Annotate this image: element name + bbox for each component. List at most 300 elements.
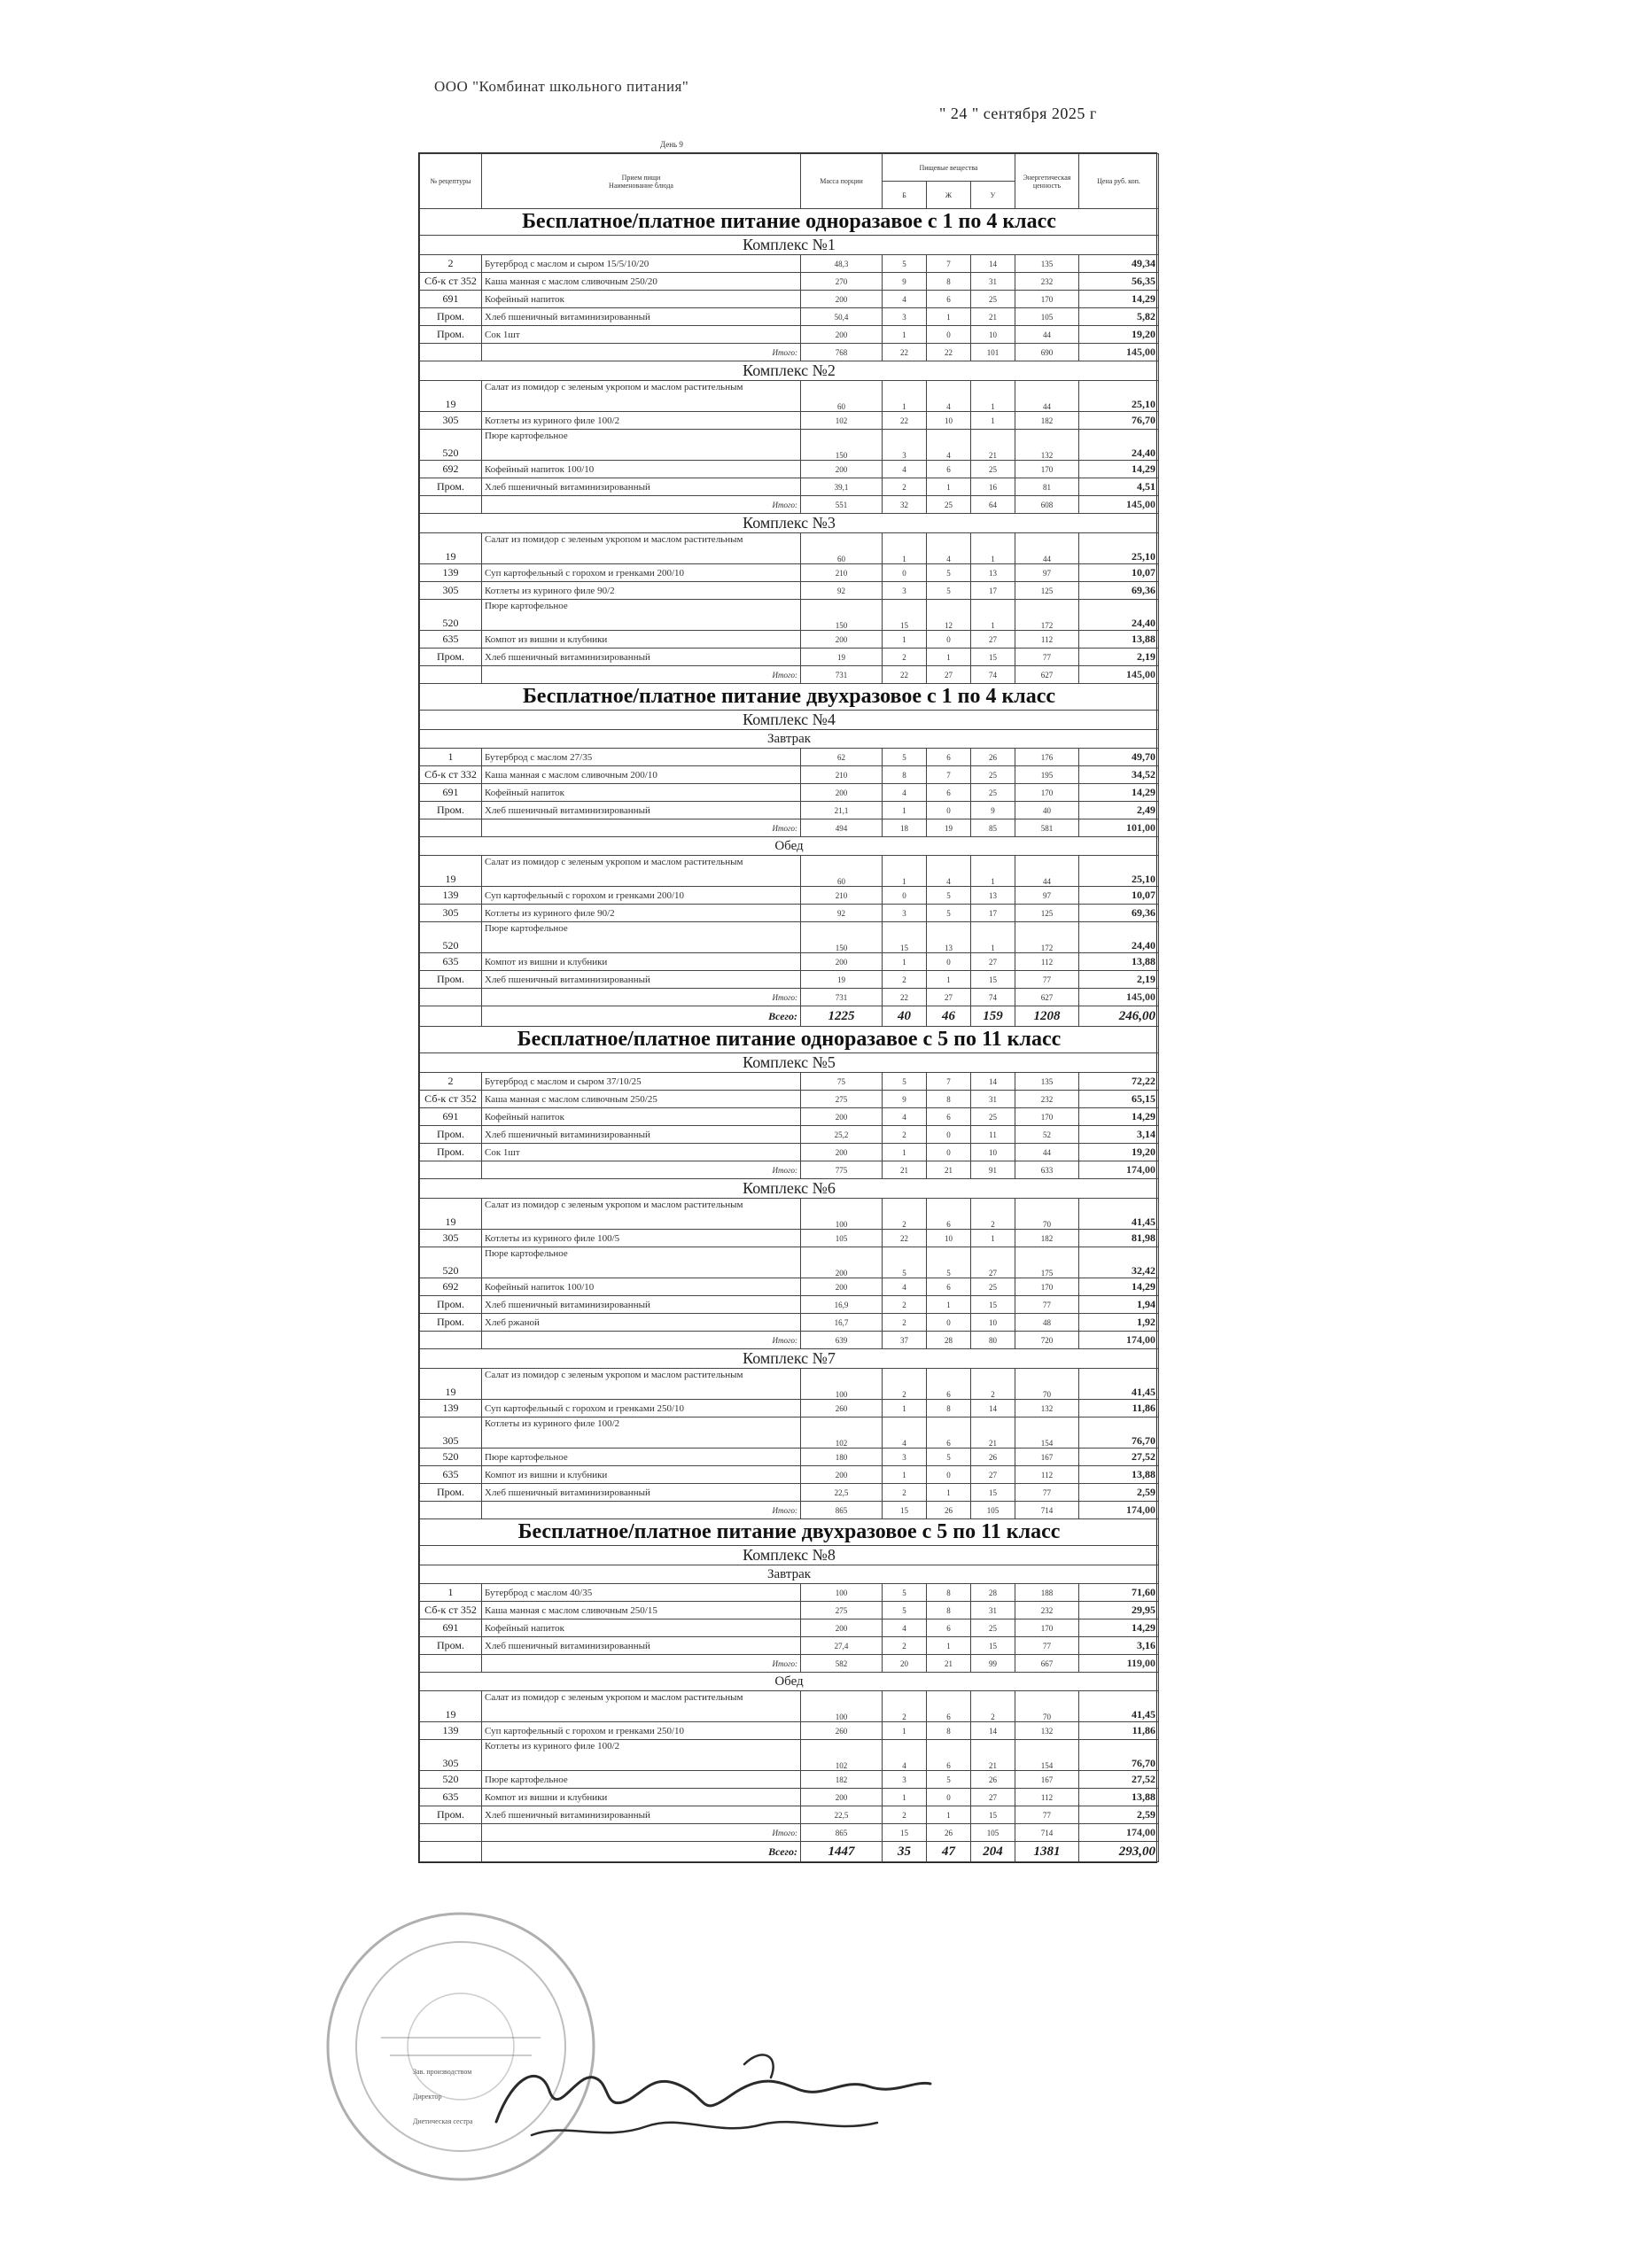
dish-row bbox=[420, 273, 1159, 291]
dish-name: Хлеб пшеничный витаминизированный bbox=[485, 1809, 650, 1821]
complex-title-row bbox=[420, 711, 1159, 730]
carbs-value: 2 bbox=[971, 1199, 1015, 1230]
dish-name: Салат из помидор с зеленым укропом и маслом растительным bbox=[485, 1692, 743, 1703]
subtotal-label: Итого: bbox=[482, 1824, 801, 1842]
subtotal-price: 145,00 bbox=[1079, 344, 1159, 361]
dish-name-cell bbox=[482, 802, 801, 819]
fat-value: 6 bbox=[927, 749, 971, 766]
energy-value: 40 bbox=[1015, 802, 1079, 819]
protein-value: 3 bbox=[883, 308, 927, 326]
energy-value: 97 bbox=[1015, 887, 1079, 905]
protein-value: 2 bbox=[883, 1691, 927, 1722]
dish-name-cell bbox=[482, 1400, 801, 1418]
dish-name: Хлеб пшеничный витаминизированный bbox=[485, 1640, 650, 1651]
portion-mass: 275 bbox=[801, 1602, 883, 1619]
fat-value: 10 bbox=[927, 412, 971, 430]
subtotal-price: 145,00 bbox=[1079, 496, 1159, 514]
subtotal-row bbox=[420, 1332, 1159, 1349]
energy-value: 125 bbox=[1015, 582, 1079, 600]
protein-value: 1 bbox=[883, 856, 927, 887]
meal-title-row bbox=[420, 730, 1159, 749]
carbs-value: 1 bbox=[971, 856, 1015, 887]
carbs-value: 14 bbox=[971, 1400, 1015, 1418]
subtotal-carbs: 85 bbox=[971, 819, 1015, 837]
price-value: 41,45 bbox=[1079, 1199, 1159, 1230]
grand-total-energy: 1208 bbox=[1015, 1006, 1079, 1027]
price-value: 25,10 bbox=[1079, 381, 1159, 412]
dish-row bbox=[420, 430, 1159, 461]
dish-name: Кофейный напиток bbox=[485, 293, 565, 305]
dish-name-cell bbox=[482, 784, 801, 802]
recipe-number: 1 bbox=[420, 1584, 482, 1602]
dish-row bbox=[420, 255, 1159, 273]
portion-mass: 210 bbox=[801, 887, 883, 905]
protein-value: 3 bbox=[883, 430, 927, 461]
complex-title: Комплекс №5 bbox=[420, 1053, 1159, 1073]
fat-value: 0 bbox=[927, 1314, 971, 1332]
dish-name-cell bbox=[482, 1247, 801, 1278]
portion-mass: 25,2 bbox=[801, 1126, 883, 1144]
col-protein-header: Б bbox=[883, 182, 927, 209]
dish-name-cell bbox=[482, 564, 801, 582]
grand-total-price: 246,00 bbox=[1079, 1006, 1159, 1027]
portion-mass: 200 bbox=[801, 1108, 883, 1126]
col-nutrients-header: Пищевые вещества bbox=[883, 154, 1015, 182]
dish-name: Котлеты из куриного филе 100/2 bbox=[485, 1741, 620, 1751]
complex-title-row bbox=[420, 236, 1159, 255]
portion-mass: 200 bbox=[801, 1278, 883, 1296]
dish-row bbox=[420, 971, 1159, 989]
dish-name-cell bbox=[482, 905, 801, 922]
dish-name: Сок 1шт bbox=[485, 1146, 520, 1158]
carbs-value: 27 bbox=[971, 631, 1015, 649]
recipe-number: 520 bbox=[420, 430, 482, 461]
price-value: 34,52 bbox=[1079, 766, 1159, 784]
subtotal-price: 145,00 bbox=[1079, 989, 1159, 1006]
price-value: 69,36 bbox=[1079, 905, 1159, 922]
protein-value: 2 bbox=[883, 1637, 927, 1655]
dish-row bbox=[420, 1126, 1159, 1144]
subtotal-energy: 667 bbox=[1015, 1655, 1079, 1673]
recipe-number: Пром. bbox=[420, 326, 482, 344]
meal-title-row bbox=[420, 1673, 1159, 1691]
recipe-number: Пром. bbox=[420, 1806, 482, 1824]
section-title: Бесплатное/платное питание одноразавое с 5 по 11 класс bbox=[420, 1027, 1159, 1053]
price-value: 27,52 bbox=[1079, 1449, 1159, 1466]
carbs-value: 14 bbox=[971, 1073, 1015, 1091]
fat-value: 4 bbox=[927, 381, 971, 412]
subtotal-fat: 27 bbox=[927, 666, 971, 684]
handwritten-signature-icon bbox=[478, 2038, 939, 2153]
protein-value: 4 bbox=[883, 1108, 927, 1126]
dish-name-cell bbox=[482, 1806, 801, 1824]
dish-row bbox=[420, 953, 1159, 971]
subtotal-protein: 22 bbox=[883, 989, 927, 1006]
dish-row bbox=[420, 784, 1159, 802]
recipe-number: 19 bbox=[420, 381, 482, 412]
subtotal-carbs: 105 bbox=[971, 1502, 1015, 1519]
recipe-number: 691 bbox=[420, 291, 482, 308]
subtotal-fat: 26 bbox=[927, 1824, 971, 1842]
fat-value: 0 bbox=[927, 1126, 971, 1144]
portion-mass: 102 bbox=[801, 1740, 883, 1771]
section-title: Бесплатное/платное питание двухразовое с 1 по 4 класс bbox=[420, 684, 1159, 711]
price-value: 13,88 bbox=[1079, 1466, 1159, 1484]
portion-mass: 62 bbox=[801, 749, 883, 766]
subtotal-mass: 639 bbox=[801, 1332, 883, 1349]
dish-name-cell bbox=[482, 649, 801, 666]
subtotal-energy: 627 bbox=[1015, 666, 1079, 684]
protein-value: 4 bbox=[883, 461, 927, 478]
carbs-value: 25 bbox=[971, 766, 1015, 784]
price-value: 13,88 bbox=[1079, 953, 1159, 971]
energy-value: 232 bbox=[1015, 1091, 1079, 1108]
dish-row bbox=[420, 1108, 1159, 1126]
portion-mass: 100 bbox=[801, 1584, 883, 1602]
complex-title-row bbox=[420, 361, 1159, 381]
carbs-value: 1 bbox=[971, 533, 1015, 564]
dish-name-cell bbox=[482, 1091, 801, 1108]
protein-value: 2 bbox=[883, 1806, 927, 1824]
energy-value: 232 bbox=[1015, 1602, 1079, 1619]
grand-total-carbs: 159 bbox=[971, 1006, 1015, 1027]
fat-value: 0 bbox=[927, 953, 971, 971]
dish-name-cell bbox=[482, 922, 801, 953]
price-value: 65,15 bbox=[1079, 1091, 1159, 1108]
complex-title-row bbox=[420, 1053, 1159, 1073]
subtotal-protein: 22 bbox=[883, 666, 927, 684]
protein-value: 1 bbox=[883, 953, 927, 971]
grand-total-blank bbox=[420, 1842, 482, 1862]
subtotal-mass: 551 bbox=[801, 496, 883, 514]
carbs-value: 27 bbox=[971, 1247, 1015, 1278]
recipe-number: 305 bbox=[420, 905, 482, 922]
subtotal-energy: 690 bbox=[1015, 344, 1079, 361]
energy-value: 77 bbox=[1015, 971, 1079, 989]
price-value: 4,51 bbox=[1079, 478, 1159, 496]
subtotal-mass: 494 bbox=[801, 819, 883, 837]
protein-value: 1 bbox=[883, 1789, 927, 1806]
fat-value: 1 bbox=[927, 1806, 971, 1824]
fat-value: 6 bbox=[927, 1740, 971, 1771]
fat-value: 6 bbox=[927, 1418, 971, 1449]
carbs-value: 1 bbox=[971, 381, 1015, 412]
dish-name-cell bbox=[482, 533, 801, 564]
dish-row bbox=[420, 1091, 1159, 1108]
energy-value: 44 bbox=[1015, 856, 1079, 887]
col-energy-header: Энергетическая ценность bbox=[1015, 154, 1079, 209]
subtotal-blank bbox=[420, 1161, 482, 1179]
portion-mass: 39,1 bbox=[801, 478, 883, 496]
energy-value: 44 bbox=[1015, 1144, 1079, 1161]
price-value: 49,34 bbox=[1079, 255, 1159, 273]
dish-name-cell bbox=[482, 1073, 801, 1091]
dish-name-cell bbox=[482, 1637, 801, 1655]
carbs-value: 26 bbox=[971, 1771, 1015, 1789]
carbs-value: 31 bbox=[971, 1602, 1015, 1619]
protein-value: 2 bbox=[883, 1199, 927, 1230]
energy-value: 77 bbox=[1015, 649, 1079, 666]
subtotal-fat: 19 bbox=[927, 819, 971, 837]
dish-name-cell bbox=[482, 273, 801, 291]
subtotal-fat: 27 bbox=[927, 989, 971, 1006]
recipe-number: 139 bbox=[420, 1400, 482, 1418]
dish-row bbox=[420, 1722, 1159, 1740]
energy-value: 77 bbox=[1015, 1484, 1079, 1502]
protein-value: 1 bbox=[883, 802, 927, 819]
energy-value: 135 bbox=[1015, 1073, 1079, 1091]
dish-row bbox=[420, 600, 1159, 631]
protein-value: 2 bbox=[883, 478, 927, 496]
meal-title: Обед bbox=[420, 837, 1159, 856]
portion-mass: 150 bbox=[801, 600, 883, 631]
grand-total-energy: 1381 bbox=[1015, 1842, 1079, 1862]
carbs-value: 13 bbox=[971, 564, 1015, 582]
subtotal-label: Итого: bbox=[482, 1655, 801, 1673]
dish-name: Компот из вишни и клубники bbox=[485, 633, 608, 645]
price-value: 27,52 bbox=[1079, 1771, 1159, 1789]
dish-name-cell bbox=[482, 1296, 801, 1314]
price-value: 10,07 bbox=[1079, 887, 1159, 905]
protein-value: 2 bbox=[883, 1296, 927, 1314]
subtotal-blank bbox=[420, 1824, 482, 1842]
grand-total-row bbox=[420, 1842, 1159, 1862]
portion-mass: 270 bbox=[801, 273, 883, 291]
carbs-value: 25 bbox=[971, 291, 1015, 308]
dish-name-cell bbox=[482, 1584, 801, 1602]
complex-title: Комплекс №8 bbox=[420, 1546, 1159, 1565]
dish-name-cell bbox=[482, 1230, 801, 1247]
carbs-value: 21 bbox=[971, 308, 1015, 326]
subtotal-label: Итого: bbox=[482, 1161, 801, 1179]
price-value: 2,49 bbox=[1079, 802, 1159, 819]
col-recipe-header: № рецептуры bbox=[420, 154, 482, 209]
carbs-value: 10 bbox=[971, 1144, 1015, 1161]
dish-name: Кофейный напиток bbox=[485, 1622, 565, 1634]
price-value: 11,86 bbox=[1079, 1400, 1159, 1418]
protein-value: 0 bbox=[883, 887, 927, 905]
subtotal-label: Итого: bbox=[482, 344, 801, 361]
subtotal-price: 174,00 bbox=[1079, 1824, 1159, 1842]
protein-value: 1 bbox=[883, 326, 927, 344]
subtotal-energy: 720 bbox=[1015, 1332, 1079, 1349]
fat-value: 0 bbox=[927, 631, 971, 649]
subtotal-mass: 731 bbox=[801, 666, 883, 684]
dish-name: Бутерброд с маслом 27/35 bbox=[485, 751, 593, 763]
fat-value: 10 bbox=[927, 1230, 971, 1247]
energy-value: 182 bbox=[1015, 1230, 1079, 1247]
carbs-value: 25 bbox=[971, 1278, 1015, 1296]
fat-value: 7 bbox=[927, 1073, 971, 1091]
fat-value: 8 bbox=[927, 1400, 971, 1418]
dish-name: Пюре картофельное bbox=[485, 923, 568, 934]
dish-name: Котлеты из куриного филе 100/2 bbox=[485, 415, 620, 426]
col-fat-header: Ж bbox=[927, 182, 971, 209]
price-value: 76,70 bbox=[1079, 1418, 1159, 1449]
subtotal-blank bbox=[420, 344, 482, 361]
fat-value: 5 bbox=[927, 887, 971, 905]
recipe-number: 520 bbox=[420, 922, 482, 953]
col-dish-header: Прием пищи Наименование блюда bbox=[482, 154, 801, 209]
fat-value: 8 bbox=[927, 1091, 971, 1108]
subtotal-carbs: 74 bbox=[971, 989, 1015, 1006]
fat-value: 12 bbox=[927, 600, 971, 631]
price-value: 3,16 bbox=[1079, 1637, 1159, 1655]
dish-row bbox=[420, 1247, 1159, 1278]
subtotal-mass: 865 bbox=[801, 1502, 883, 1519]
recipe-number: Пром. bbox=[420, 1296, 482, 1314]
complex-title-row bbox=[420, 1179, 1159, 1199]
subtotal-blank bbox=[420, 496, 482, 514]
portion-mass: 19 bbox=[801, 649, 883, 666]
fat-value: 6 bbox=[927, 1691, 971, 1722]
portion-mass: 102 bbox=[801, 412, 883, 430]
dish-name: Салат из помидор с зеленым укропом и маслом растительным bbox=[485, 534, 743, 545]
dish-name-cell bbox=[482, 1418, 801, 1449]
carbs-value: 1 bbox=[971, 1230, 1015, 1247]
portion-mass: 210 bbox=[801, 766, 883, 784]
section-title-row bbox=[420, 684, 1159, 711]
recipe-number: Сб-к ст 352 bbox=[420, 1602, 482, 1619]
carbs-value: 1 bbox=[971, 412, 1015, 430]
energy-value: 44 bbox=[1015, 533, 1079, 564]
dish-row bbox=[420, 1314, 1159, 1332]
protein-value: 9 bbox=[883, 1091, 927, 1108]
dish-name-cell bbox=[482, 381, 801, 412]
portion-mass: 60 bbox=[801, 533, 883, 564]
energy-value: 132 bbox=[1015, 430, 1079, 461]
meal-title: Завтрак bbox=[420, 730, 1159, 749]
fat-value: 0 bbox=[927, 1466, 971, 1484]
subtotal-carbs: 80 bbox=[971, 1332, 1015, 1349]
portion-mass: 200 bbox=[801, 326, 883, 344]
dish-name-cell bbox=[482, 291, 801, 308]
energy-value: 70 bbox=[1015, 1691, 1079, 1722]
dish-row bbox=[420, 766, 1159, 784]
recipe-number: 305 bbox=[420, 582, 482, 600]
subtotal-row bbox=[420, 989, 1159, 1006]
dish-row bbox=[420, 1602, 1159, 1619]
price-value: 2,19 bbox=[1079, 971, 1159, 989]
dish-row bbox=[420, 1466, 1159, 1484]
fat-value: 7 bbox=[927, 766, 971, 784]
recipe-number: 635 bbox=[420, 631, 482, 649]
portion-mass: 50,4 bbox=[801, 308, 883, 326]
subtotal-blank bbox=[420, 819, 482, 837]
portion-mass: 150 bbox=[801, 922, 883, 953]
grand-total-fat: 46 bbox=[927, 1006, 971, 1027]
dish-name: Кофейный напиток 100/10 bbox=[485, 1281, 595, 1293]
energy-value: 97 bbox=[1015, 564, 1079, 582]
subtotal-energy: 608 bbox=[1015, 496, 1079, 514]
energy-value: 112 bbox=[1015, 1466, 1079, 1484]
fat-value: 1 bbox=[927, 971, 971, 989]
recipe-number: 635 bbox=[420, 1466, 482, 1484]
dish-row bbox=[420, 649, 1159, 666]
dish-name: Пюре картофельное bbox=[485, 431, 568, 441]
subtotal-energy: 627 bbox=[1015, 989, 1079, 1006]
subtotal-protein: 37 bbox=[883, 1332, 927, 1349]
carbs-value: 1 bbox=[971, 922, 1015, 953]
subtotal-mass: 582 bbox=[801, 1655, 883, 1673]
portion-mass: 260 bbox=[801, 1400, 883, 1418]
dish-name-cell bbox=[482, 1314, 801, 1332]
portion-mass: 200 bbox=[801, 1247, 883, 1278]
subtotal-carbs: 101 bbox=[971, 344, 1015, 361]
portion-mass: 60 bbox=[801, 381, 883, 412]
dish-row bbox=[420, 326, 1159, 344]
dish-name: Пюре картофельное bbox=[485, 1774, 568, 1785]
energy-value: 135 bbox=[1015, 255, 1079, 273]
dish-name: Каша манная с маслом сливочным 250/15 bbox=[485, 1604, 657, 1616]
subtotal-blank bbox=[420, 1655, 482, 1673]
grand-total-protein: 35 bbox=[883, 1842, 927, 1862]
carbs-value: 13 bbox=[971, 887, 1015, 905]
protein-value: 1 bbox=[883, 381, 927, 412]
dish-row bbox=[420, 631, 1159, 649]
complex-title-row bbox=[420, 514, 1159, 533]
dish-name-cell bbox=[482, 1449, 801, 1466]
portion-mass: 21,1 bbox=[801, 802, 883, 819]
portion-mass: 22,5 bbox=[801, 1806, 883, 1824]
carbs-value: 17 bbox=[971, 905, 1015, 922]
energy-value: 77 bbox=[1015, 1637, 1079, 1655]
dish-name: Пюре картофельное bbox=[485, 1451, 568, 1463]
energy-value: 77 bbox=[1015, 1296, 1079, 1314]
protein-value: 3 bbox=[883, 1449, 927, 1466]
fat-value: 6 bbox=[927, 1278, 971, 1296]
dish-row bbox=[420, 1740, 1159, 1771]
dish-row bbox=[420, 1418, 1159, 1449]
subtotal-fat: 28 bbox=[927, 1332, 971, 1349]
energy-value: 48 bbox=[1015, 1314, 1079, 1332]
dish-name: Хлеб пшеничный витаминизированный bbox=[485, 1129, 650, 1140]
dish-row bbox=[420, 1230, 1159, 1247]
portion-mass: 275 bbox=[801, 1091, 883, 1108]
energy-value: 81 bbox=[1015, 478, 1079, 496]
subtotal-row bbox=[420, 819, 1159, 837]
portion-mass: 200 bbox=[801, 1789, 883, 1806]
energy-value: 167 bbox=[1015, 1449, 1079, 1466]
portion-mass: 150 bbox=[801, 430, 883, 461]
fat-value: 8 bbox=[927, 273, 971, 291]
price-value: 2,59 bbox=[1079, 1484, 1159, 1502]
energy-value: 170 bbox=[1015, 1619, 1079, 1637]
dish-name: Хлеб пшеничный витаминизированный bbox=[485, 311, 650, 322]
fat-value: 5 bbox=[927, 564, 971, 582]
price-value: 76,70 bbox=[1079, 1740, 1159, 1771]
portion-mass: 210 bbox=[801, 564, 883, 582]
subtotal-price: 174,00 bbox=[1079, 1502, 1159, 1519]
portion-mass: 200 bbox=[801, 291, 883, 308]
dish-name-cell bbox=[482, 1199, 801, 1230]
carbs-value: 15 bbox=[971, 1296, 1015, 1314]
fat-value: 6 bbox=[927, 1108, 971, 1126]
carbs-value: 14 bbox=[971, 255, 1015, 273]
energy-value: 172 bbox=[1015, 922, 1079, 953]
dish-name-cell bbox=[482, 326, 801, 344]
recipe-number: Пром. bbox=[420, 1144, 482, 1161]
price-value: 25,10 bbox=[1079, 856, 1159, 887]
grand-total-blank bbox=[420, 1006, 482, 1027]
protein-value: 5 bbox=[883, 749, 927, 766]
section-title: Бесплатное/платное питание одноразавое с 1 по 4 класс bbox=[420, 209, 1159, 236]
subtotal-blank bbox=[420, 1332, 482, 1349]
energy-value: 170 bbox=[1015, 784, 1079, 802]
carbs-value: 15 bbox=[971, 649, 1015, 666]
protein-value: 3 bbox=[883, 1771, 927, 1789]
dish-name: Хлеб ржаной bbox=[485, 1317, 540, 1328]
